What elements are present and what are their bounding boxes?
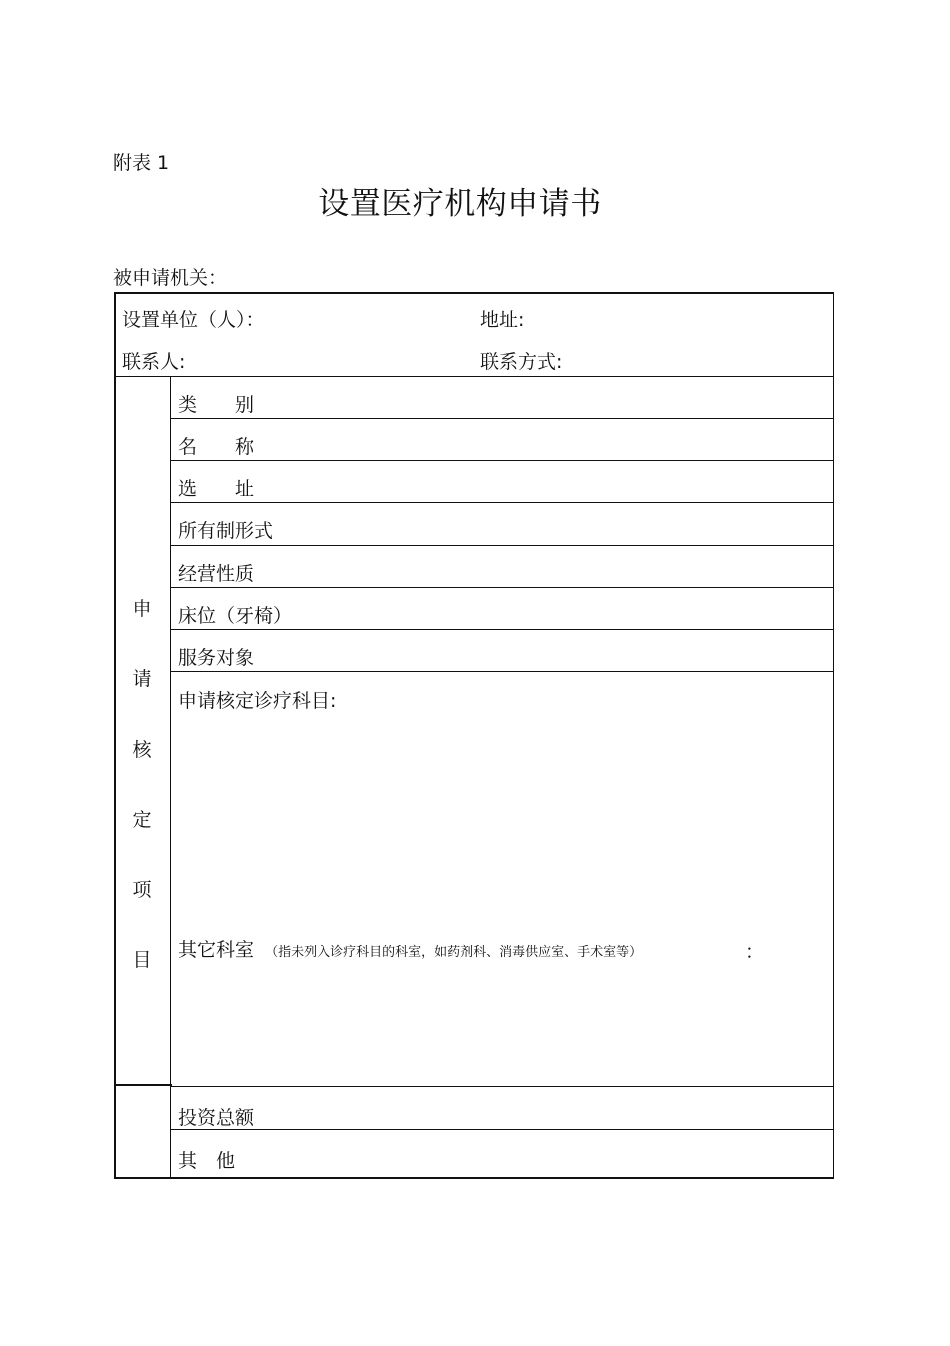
side-label-char: 核 [132, 739, 152, 761]
side-label-char: 请 [132, 668, 152, 690]
other-rooms-label: 其它科室 [178, 939, 255, 961]
row-line [170, 545, 834, 546]
row-line [170, 502, 834, 503]
contact-person-label: 联系人: [122, 351, 186, 373]
site-label: 选 址 [178, 478, 255, 500]
beds-label: 床位（牙椅） [178, 605, 293, 627]
contact-method-label: 联系方式: [480, 351, 563, 373]
side-label-char: 定 [132, 809, 152, 831]
other-rooms-note: （指未列入诊疗科目的科室，如药剂科、消毒供应室、手术室等） [265, 945, 643, 960]
category-label: 类 别 [178, 394, 255, 416]
table-border-bottom [114, 1177, 834, 1179]
service-target-label: 服务对象 [178, 647, 255, 669]
row-line [170, 1129, 834, 1130]
side-label-char: 项 [132, 879, 152, 901]
setup-unit-label: 设置单位（人）： [122, 309, 265, 331]
departments-label: 申请核定诊疗科目: [178, 690, 337, 712]
other-rooms-colon: ： [745, 941, 765, 963]
row-line [170, 418, 834, 419]
row-line [170, 629, 834, 630]
divider-applicant [114, 376, 834, 377]
row-line [170, 671, 834, 672]
side-label-char: 目 [132, 949, 152, 971]
row-line [170, 1086, 834, 1087]
divider-side-bottom [114, 1084, 172, 1086]
other-label: 其 他 [178, 1150, 236, 1172]
side-label-char: 申 [132, 598, 152, 620]
other-rooms-row [178, 935, 642, 962]
divider-side-column [170, 376, 171, 1178]
document-title: 设置医疗机构申请书 [318, 186, 602, 222]
name-label: 名 称 [178, 436, 255, 458]
row-line [170, 460, 834, 461]
operation-nature-label: 经营性质 [178, 563, 255, 585]
row-line [170, 587, 834, 588]
authority-label: 被申请机关： [113, 267, 228, 289]
table-border-right [833, 292, 835, 1179]
table-border-top [114, 292, 834, 294]
appendix-label: 附表 1 [113, 152, 170, 174]
ownership-label: 所有制形式 [178, 520, 274, 542]
address-label: 地址: [480, 309, 525, 331]
investment-label: 投资总额 [178, 1107, 255, 1129]
